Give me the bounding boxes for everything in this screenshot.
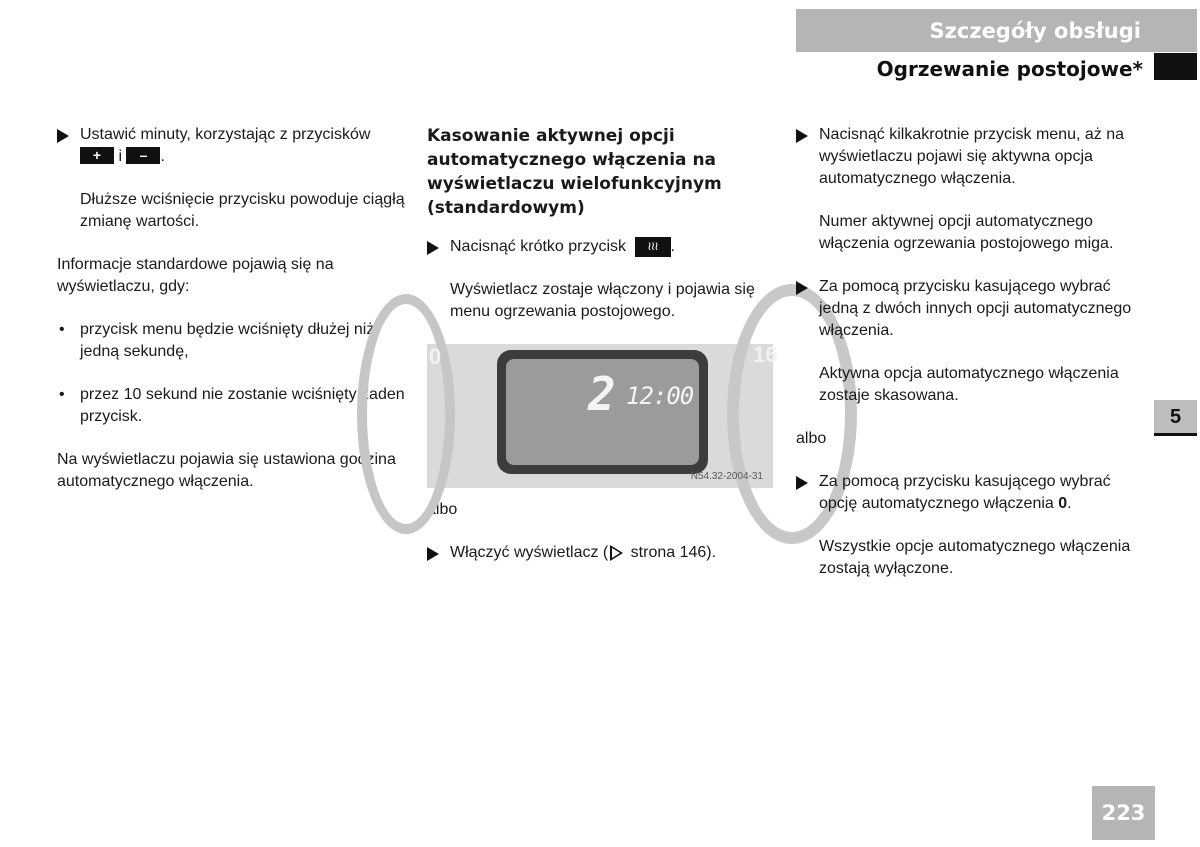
page-reference-icon — [610, 545, 623, 561]
step-press-heat-button — [427, 236, 777, 258]
or-text: albo — [796, 430, 827, 447]
step-text-pre: Włączyć wyświetlacz ( — [450, 544, 609, 561]
display-figure — [427, 342, 778, 488]
lcd-time: 12:00 — [626, 382, 694, 410]
minus-key-icon: – — [126, 147, 160, 164]
or-text: albo — [427, 501, 458, 518]
section-header — [796, 9, 1197, 52]
step-text: Za pomocą przycisku kasującego wybrać jedną z dwóch innych opcji automatycznego włączenia. — [819, 278, 1132, 339]
lcd-screen — [506, 359, 699, 465]
heating-key-icon: ≀≀≀ — [635, 237, 671, 257]
section-heading: Kasowanie aktywnej opcji automatycznego włączenia na wyświetlaczu wielofunkcyjnym (standardowym) — [427, 126, 722, 218]
period: . — [1067, 495, 1072, 512]
note-long-press: Dłuższe wciśnięcie przycisku powoduje ciągłą zmianę wartości. — [80, 191, 405, 230]
note-blinking: Numer aktywnej opcji automatycznego włączenia ogrzewania postojowego miga. — [819, 213, 1114, 252]
closing-text: Na wyświetlaczu pojawia się ustawiona godzina automatycznego włączenia. — [57, 451, 396, 490]
step-arrow-icon — [57, 129, 69, 143]
note-all-off: Wszystkie opcje automatycznego włączenia zostają wyłączone. — [819, 538, 1131, 577]
step-text-post: strona 146). — [626, 544, 717, 561]
step-arrow-icon — [796, 129, 808, 143]
gauge-number-left: 0 — [429, 344, 442, 369]
note-display-on: Wyświetlacz zostaje włączony i pojawia się menu ogrzewania postojowego. — [450, 281, 755, 320]
gauge-number-right: 16 — [753, 342, 778, 367]
intro-text: Informacje standardowe pojawią się na wyświetlaczu, gdy: — [57, 256, 334, 295]
period: . — [160, 148, 165, 165]
bullet-icon: • — [59, 321, 65, 338]
chapter-number: 5 — [1169, 405, 1182, 428]
column-2 — [427, 124, 777, 585]
list-item-text: przycisk menu będzie wciśnięty dłużej niż jedną sekundę, — [80, 321, 375, 360]
column-1 — [57, 124, 407, 514]
column-3 — [796, 124, 1146, 601]
step-text-pre: Za pomocą przycisku kasującego wybrać opcję automatycznego włączenia — [819, 473, 1111, 512]
chapter-tab — [1154, 400, 1197, 436]
step-arrow-icon — [796, 476, 808, 490]
section-title: Szczegóły obsługi — [929, 18, 1141, 43]
header-marker — [1154, 53, 1197, 80]
option-zero: 0 — [1058, 495, 1068, 512]
page-number-box — [1092, 786, 1155, 840]
page-subtitle: Ogrzewanie postojowe* — [876, 57, 1143, 81]
list-item-text: przez 10 sekund nie zostanie wciśnięty żaden przycisk. — [80, 386, 405, 425]
step-text: Nacisnąć krótko przycisk — [450, 238, 627, 255]
period: . — [670, 238, 675, 255]
step-set-minutes — [57, 124, 407, 168]
figure-code: N54.32-2004-31 — [690, 471, 763, 482]
bullet-icon: • — [59, 386, 65, 403]
page-number: 223 — [1101, 801, 1146, 825]
note-deleted: Aktywna opcja automatycznego włączenia zostaje skasowana. — [819, 365, 1119, 404]
conjunction: i — [118, 148, 123, 165]
step-switch-display — [427, 542, 777, 564]
plus-key-icon: + — [80, 147, 114, 164]
step-arrow-icon — [427, 547, 439, 561]
step-press-menu — [796, 124, 1146, 190]
lcd-option-number: 2 — [588, 367, 616, 421]
step-select-zero — [796, 471, 1146, 515]
step-select-other — [796, 276, 1146, 342]
list-item — [57, 384, 407, 428]
list-item — [57, 319, 407, 363]
step-arrow-icon — [427, 241, 439, 255]
gauge-ring-left — [357, 294, 455, 534]
lcd-frame — [497, 350, 708, 474]
step-text: Ustawić minuty, korzystając z przycisków — [80, 126, 371, 143]
step-text: Nacisnąć kilkakrotnie przycisk menu, aż na wyświetlaczu pojawi się aktywna opcja automatycznego włączenia. — [819, 126, 1125, 187]
step-arrow-icon — [796, 281, 808, 295]
